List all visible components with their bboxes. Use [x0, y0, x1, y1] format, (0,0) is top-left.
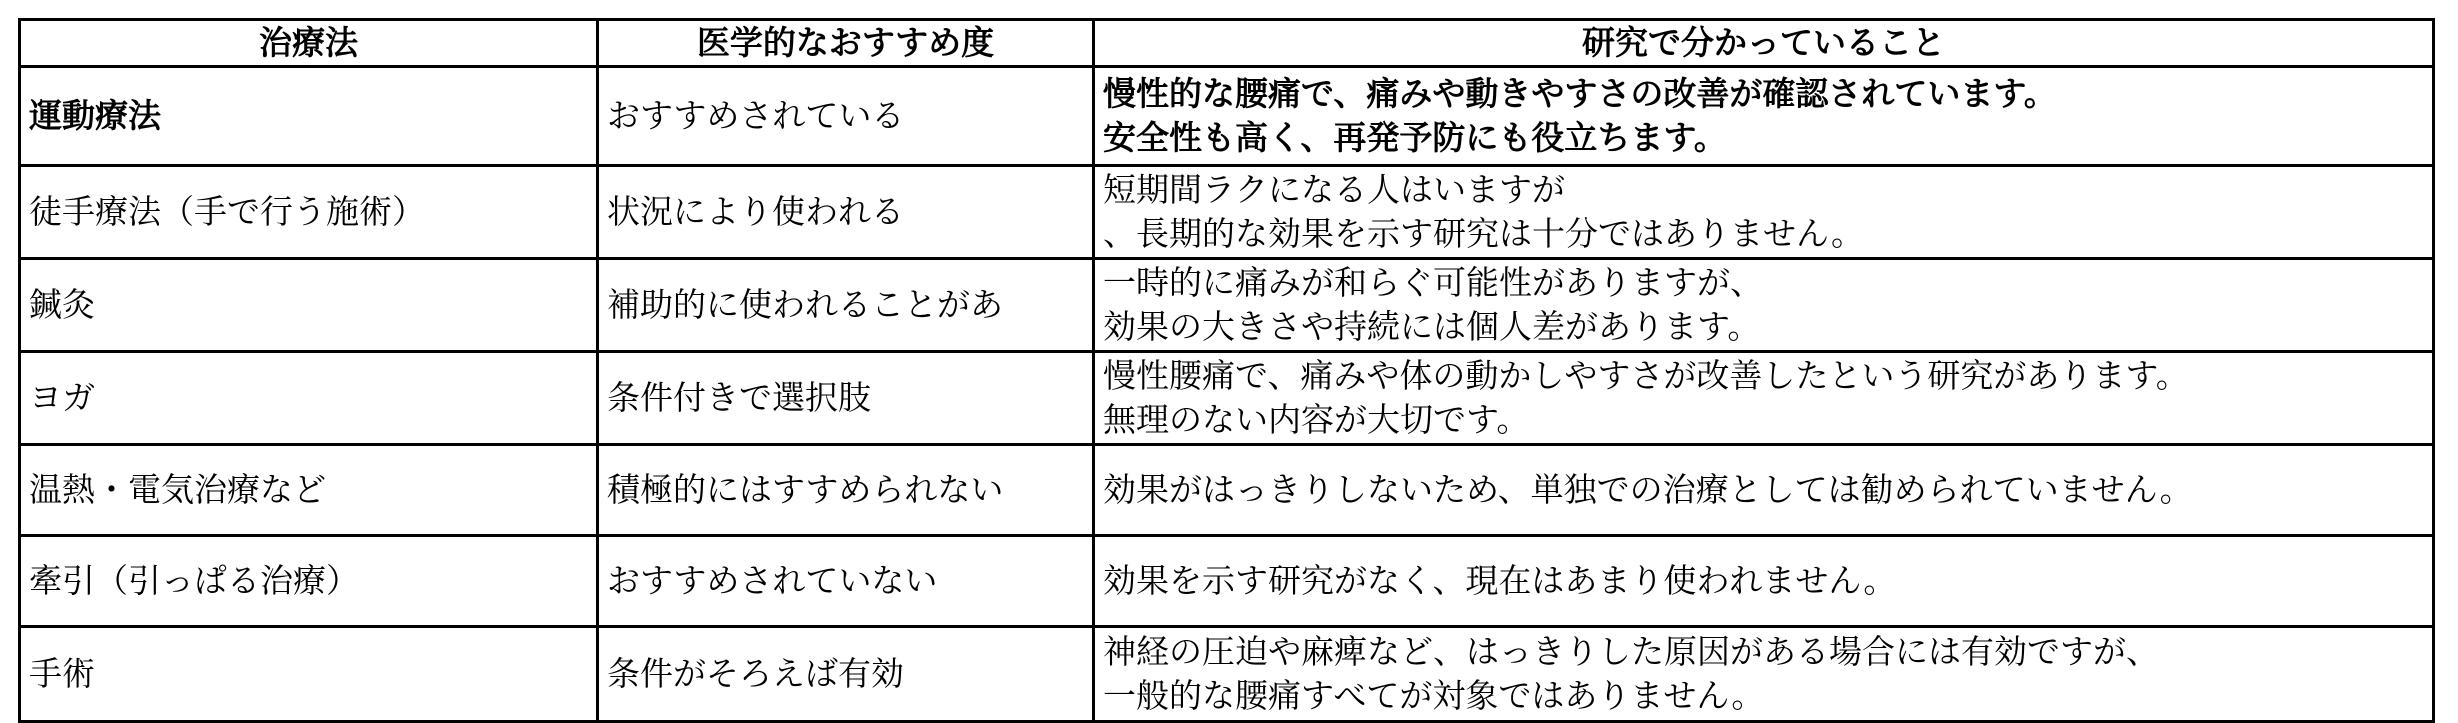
findings-cell	[1094, 445, 2434, 536]
treatment-table-container	[18, 18, 2435, 723]
findings-line: 効果を示す研究がなく、現在はあまり使われません。	[1103, 561, 1897, 600]
method-cell: 運動療法	[20, 67, 598, 166]
header-method: 治療法	[20, 20, 598, 67]
table-row	[20, 627, 2434, 722]
header-row	[20, 20, 2434, 67]
header-findings: 研究で分かっていること	[1094, 20, 2434, 67]
table-row	[20, 352, 2434, 445]
findings-line: 慢性腰痛で、痛みや体の動かしやすさが改善したという研究があります。	[1103, 356, 2189, 395]
header-recommendation: 医学的なおすすめ度	[598, 20, 1094, 67]
recommendation-cell: 積極的にはすすめられない	[598, 445, 1094, 536]
recommendation-cell: 条件付きで選択肢	[598, 352, 1094, 445]
findings-line: 神経の圧迫や麻痺など、はっきりした原因がある場合には有効ですが、	[1103, 632, 2159, 671]
method-cell: 温熱・電気治療など	[20, 445, 598, 536]
findings-line: 、長期的な効果を示す研究は十分ではありません。	[1103, 214, 1864, 253]
table-row	[20, 67, 2434, 166]
table-row	[20, 259, 2434, 352]
findings-line: 無理のない内容が大切です。	[1103, 400, 1530, 439]
findings-cell	[1094, 536, 2434, 627]
findings-cell	[1094, 627, 2434, 722]
method-cell: 徒手療法（手で行う施術）	[20, 166, 598, 259]
findings-line: 一時的に痛みが和らぐ可能性がありますが、	[1103, 263, 1763, 302]
findings-line: 慢性的な腰痛で、痛みや動きやすさの改善が確認されています。	[1103, 74, 2057, 113]
findings-line: 短期間ラクになる人はいますが	[1103, 170, 1565, 209]
recommendation-cell: 条件がそろえば有効	[598, 627, 1094, 722]
findings-line: 効果の大きさや持続には個人差があります。	[1103, 307, 1761, 346]
findings-line: 効果がはっきりしないため、単独での治療としては勧められていません。	[1103, 470, 2193, 509]
recommendation-cell: 補助的に使われることがあ	[598, 259, 1094, 352]
table-row	[20, 536, 2434, 627]
method-cell: 牽引（引っぱる治療）	[20, 536, 598, 627]
treatment-table	[18, 18, 2435, 723]
method-cell: 鍼灸	[20, 259, 598, 352]
findings-cell	[1094, 67, 2434, 166]
findings-line: 安全性も高く、再発予防にも役立ちます。	[1103, 118, 1727, 157]
findings-cell	[1094, 352, 2434, 445]
table-row	[20, 445, 2434, 536]
method-cell: ヨガ	[20, 352, 598, 445]
recommendation-cell: おすすめされている	[598, 67, 1094, 166]
findings-cell	[1094, 259, 2434, 352]
findings-cell	[1094, 166, 2434, 259]
recommendation-cell: 状況により使われる	[598, 166, 1094, 259]
table-row	[20, 166, 2434, 259]
method-cell: 手術	[20, 627, 598, 722]
recommendation-cell: おすすめされていない	[598, 536, 1094, 627]
findings-line: 一般的な腰痛すべてが対象ではありません。	[1103, 676, 1765, 715]
